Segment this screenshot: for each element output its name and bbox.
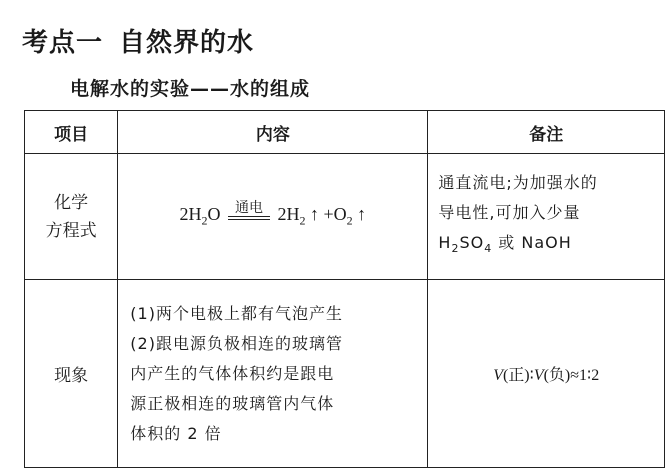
section-title: 自然界的水 [119,28,255,58]
reaction-condition: 通电 [228,200,270,220]
subheading: 电解水的实验——水的组成 [70,78,311,100]
note-equation: 通直流电;为加强水的 导电性,可加入少量 $H_2SO_4$ 或 NaOH [428,154,665,280]
chemical-equation: $2H_2O$ 通电 $2H_2$ ↑ $+O_2$ ↑ [118,154,428,280]
phenomenon-description: (1)两个电极上都有气泡产生 (2)跟电源负极相连的玻璃管 内产生的气体体积约是跟电 源正极相连的玻璃管内气体 体积的 2 倍 [118,280,428,468]
volume-ratio: V(正)∶V(负)≈1∶2 [428,280,665,468]
experiment-table [24,110,665,468]
table-row-equation [25,154,665,280]
item-phenomenon: 现象 [25,280,118,468]
header-content: 内容 [118,111,428,154]
table-row-phenomenon [25,280,665,468]
table-header-row [25,111,665,154]
header-note: 备注 [428,111,665,154]
header-item: 项目 [25,111,118,154]
section-number: 考点一 [22,28,104,58]
item-equation: 化学 方程式 [25,154,118,280]
section-heading [22,22,254,59]
